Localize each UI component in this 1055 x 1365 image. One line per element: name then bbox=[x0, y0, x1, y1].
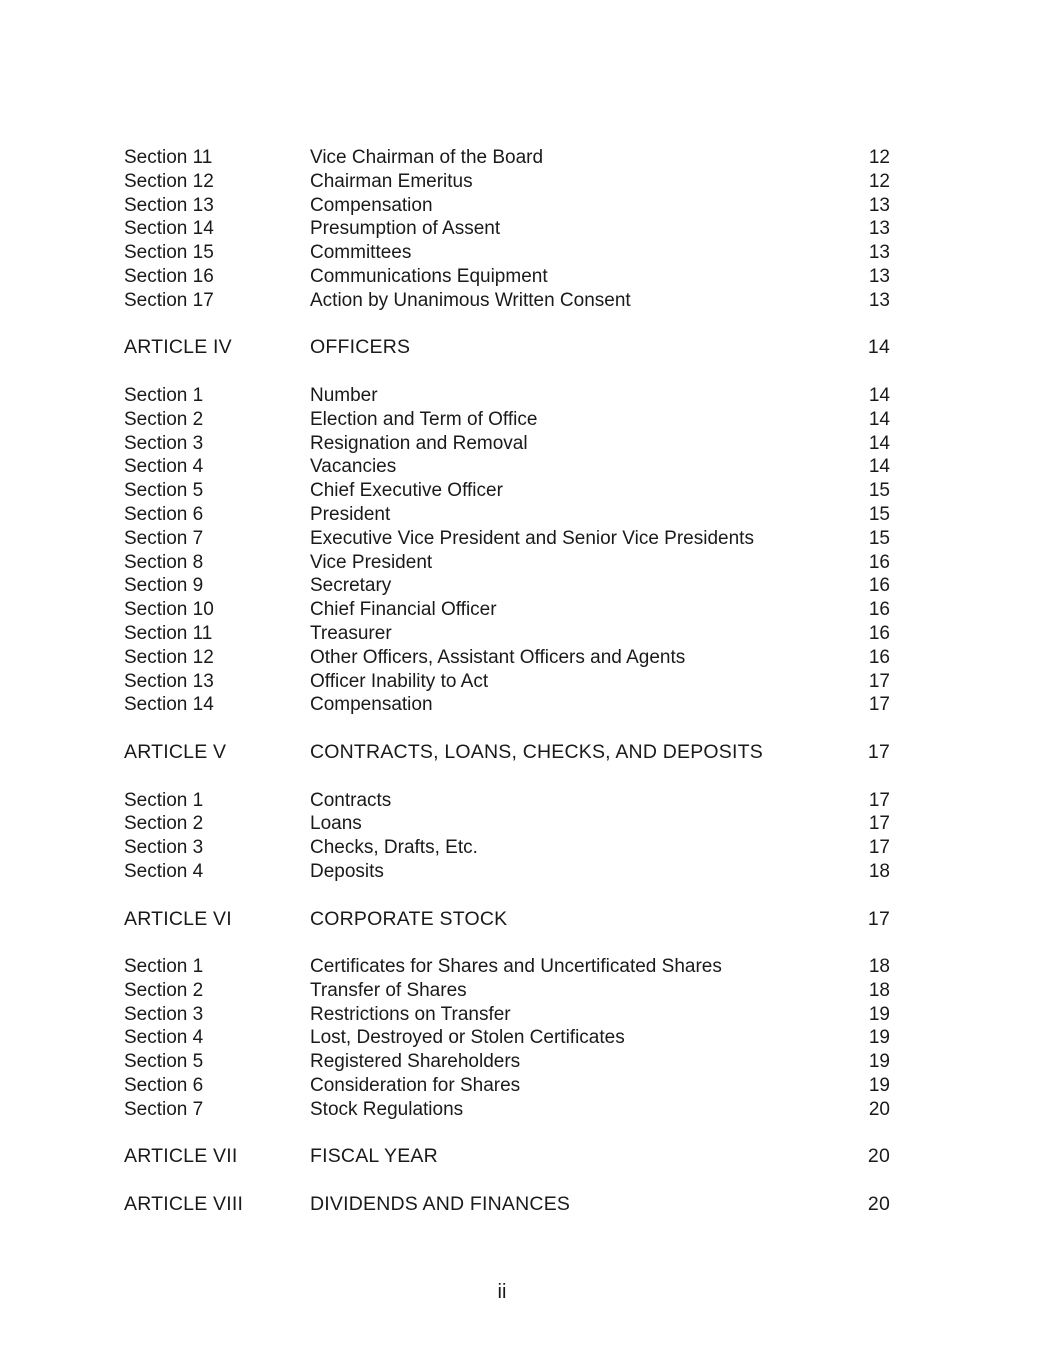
toc-row bbox=[124, 789, 890, 813]
section-title: Election and Term of Office bbox=[310, 408, 538, 430]
toc-row bbox=[124, 503, 890, 527]
page-number: 14 bbox=[868, 384, 890, 406]
toc-row bbox=[124, 479, 890, 503]
page-number: 18 bbox=[868, 979, 890, 1001]
section-label: Section 7 bbox=[124, 527, 204, 549]
section-label: Section 11 bbox=[124, 622, 213, 644]
page-number: 12 bbox=[868, 170, 890, 192]
article-label: ARTICLE VII bbox=[124, 1145, 238, 1168]
article-title: DIVIDENDS AND FINANCES bbox=[310, 1193, 571, 1216]
spacer bbox=[124, 931, 890, 955]
section-title: Vacancies bbox=[310, 456, 397, 478]
toc-row bbox=[124, 955, 890, 979]
page-number: 20 bbox=[867, 1145, 890, 1168]
section-label: Section 3 bbox=[124, 1003, 204, 1025]
article-title: FISCAL YEAR bbox=[310, 1145, 438, 1168]
toc-row bbox=[124, 836, 890, 860]
table-of-contents bbox=[124, 146, 890, 1217]
page-number: 20 bbox=[867, 1193, 890, 1216]
toc-row bbox=[124, 455, 890, 479]
section-title: Resignation and Removal bbox=[310, 432, 528, 454]
page-number: 14 bbox=[868, 408, 890, 430]
page-number: 16 bbox=[868, 551, 890, 573]
toc-row bbox=[124, 1003, 890, 1027]
page-number: 17 bbox=[868, 789, 890, 811]
toc-row bbox=[124, 289, 890, 313]
spacer bbox=[124, 313, 890, 337]
section-title: Secretary bbox=[310, 575, 392, 597]
toc-row bbox=[124, 146, 890, 170]
page-number: 19 bbox=[868, 1075, 890, 1097]
toc-row bbox=[124, 384, 890, 408]
page-number: 16 bbox=[868, 646, 890, 668]
section-title: Compensation bbox=[310, 694, 433, 716]
page-number: 18 bbox=[868, 860, 890, 882]
section-title: Action by Unanimous Written Consent bbox=[310, 289, 631, 311]
section-label: Section 11 bbox=[124, 147, 213, 168]
section-title: Restrictions on Transfer bbox=[310, 1003, 511, 1025]
section-label: Section 6 bbox=[124, 1075, 204, 1097]
article-label: ARTICLE IV bbox=[124, 336, 232, 359]
page-number: 13 bbox=[868, 242, 890, 264]
article-title: CORPORATE STOCK bbox=[310, 907, 508, 930]
section-title: Checks, Drafts, Etc. bbox=[310, 837, 478, 859]
toc-row bbox=[124, 1074, 890, 1098]
section-label: Section 6 bbox=[124, 503, 204, 525]
section-title: Stock Regulations bbox=[310, 1098, 464, 1120]
section-label: Section 1 bbox=[124, 956, 204, 978]
toc-row bbox=[124, 860, 890, 884]
section-label: Section 2 bbox=[124, 408, 204, 430]
toc-row bbox=[124, 241, 890, 265]
page-number: 15 bbox=[868, 503, 890, 525]
spacer bbox=[124, 717, 890, 741]
article-title: OFFICERS bbox=[310, 336, 411, 359]
article-heading bbox=[124, 1145, 890, 1169]
page-number: 20 bbox=[868, 1098, 890, 1120]
section-label: Section 10 bbox=[124, 599, 214, 621]
page-number: 15 bbox=[868, 480, 890, 502]
toc-row bbox=[124, 265, 890, 289]
section-label: Section 4 bbox=[124, 860, 204, 882]
section-label: Section 16 bbox=[124, 265, 214, 287]
article-heading bbox=[124, 336, 890, 360]
spacer bbox=[124, 884, 890, 908]
toc-row bbox=[124, 693, 890, 717]
section-title: Vice Chairman of the Board bbox=[310, 147, 544, 168]
section-title: Presumption of Assent bbox=[310, 218, 501, 240]
toc-row bbox=[124, 1050, 890, 1074]
section-label: Section 9 bbox=[124, 575, 204, 597]
section-label: Section 4 bbox=[124, 1027, 204, 1049]
section-title: President bbox=[310, 503, 391, 525]
section-title: Vice President bbox=[310, 551, 433, 573]
section-label: Section 14 bbox=[124, 694, 214, 716]
section-label: Section 5 bbox=[124, 1051, 204, 1073]
section-title: Contracts bbox=[310, 789, 392, 811]
toc-row bbox=[124, 1026, 890, 1050]
page-number: 17 bbox=[867, 740, 890, 763]
page-number: 13 bbox=[868, 218, 890, 240]
toc-row bbox=[124, 574, 890, 598]
spacer bbox=[124, 765, 890, 789]
toc-row bbox=[124, 598, 890, 622]
section-title: Other Officers, Assistant Officers and Agents bbox=[310, 646, 686, 668]
spacer bbox=[124, 360, 890, 384]
section-title: Compensation bbox=[310, 194, 433, 216]
section-title: Certificates for Shares and Uncertificated Shares bbox=[310, 956, 722, 978]
toc-row bbox=[124, 551, 890, 575]
section-title: Chief Financial Officer bbox=[310, 599, 497, 621]
toc-row bbox=[124, 408, 890, 432]
section-title: Consideration for Shares bbox=[310, 1075, 521, 1097]
section-label: Section 2 bbox=[124, 979, 204, 1001]
section-label: Section 4 bbox=[124, 456, 204, 478]
toc-row bbox=[124, 217, 890, 241]
footer-page-number: ii bbox=[497, 1281, 507, 1303]
section-title: Lost, Destroyed or Stolen Certificates bbox=[310, 1027, 625, 1049]
section-label: Section 5 bbox=[124, 480, 204, 502]
section-label: Section 14 bbox=[124, 218, 214, 240]
section-label: Section 1 bbox=[124, 384, 204, 406]
toc-row bbox=[124, 1098, 890, 1122]
section-label: Section 1 bbox=[124, 789, 204, 811]
article-title: CONTRACTS, LOANS, CHECKS, AND DEPOSITS bbox=[310, 740, 763, 763]
page-number: 14 bbox=[868, 456, 890, 478]
section-title: Committees bbox=[310, 242, 412, 264]
section-label: Section 12 bbox=[124, 170, 214, 192]
page-number: 17 bbox=[867, 907, 890, 930]
toc-row bbox=[124, 527, 890, 551]
section-title: Chairman Emeritus bbox=[310, 170, 473, 192]
article-heading bbox=[124, 908, 890, 932]
page-number: 19 bbox=[868, 1027, 890, 1049]
page-number: 15 bbox=[868, 527, 890, 549]
spacer bbox=[124, 1169, 890, 1193]
article-heading bbox=[124, 1193, 890, 1217]
section-label: Section 17 bbox=[124, 289, 214, 311]
section-label: Section 13 bbox=[124, 670, 214, 692]
toc-row bbox=[124, 170, 890, 194]
section-label: Section 3 bbox=[124, 837, 204, 859]
page-number: 18 bbox=[868, 956, 890, 978]
article-label: ARTICLE V bbox=[124, 740, 227, 763]
section-title: Number bbox=[310, 384, 378, 406]
page-number: 19 bbox=[868, 1051, 890, 1073]
article-label: ARTICLE VI bbox=[124, 907, 232, 930]
section-title: Executive Vice President and Senior Vice Presidents bbox=[310, 527, 754, 549]
page-number: 14 bbox=[867, 336, 890, 359]
section-label: Section 12 bbox=[124, 646, 214, 668]
spacer bbox=[124, 1122, 890, 1146]
page-number: 19 bbox=[868, 1003, 890, 1025]
section-title: Loans bbox=[310, 813, 362, 835]
section-label: Section 8 bbox=[124, 551, 204, 573]
toc-row bbox=[124, 812, 890, 836]
toc-row bbox=[124, 646, 890, 670]
page-number: 13 bbox=[868, 265, 890, 287]
section-title: Registered Shareholders bbox=[310, 1051, 521, 1073]
article-heading bbox=[124, 741, 890, 765]
section-label: Section 7 bbox=[124, 1098, 204, 1120]
toc-row bbox=[124, 194, 890, 218]
page-number: 13 bbox=[868, 194, 890, 216]
section-title: Deposits bbox=[310, 860, 384, 882]
page-number: 16 bbox=[868, 599, 890, 621]
page-number: 17 bbox=[868, 837, 890, 859]
section-label: Section 13 bbox=[124, 194, 214, 216]
section-title: Officer Inability to Act bbox=[310, 670, 489, 692]
page-number: 16 bbox=[868, 575, 890, 597]
page-number: 17 bbox=[868, 813, 890, 835]
page-number: 16 bbox=[868, 622, 890, 644]
section-label: Section 3 bbox=[124, 432, 204, 454]
article-label: ARTICLE VIII bbox=[124, 1193, 244, 1216]
page-number: 14 bbox=[868, 432, 890, 454]
toc-row bbox=[124, 670, 890, 694]
page-number: 17 bbox=[868, 670, 890, 692]
toc-row bbox=[124, 979, 890, 1003]
section-title: Transfer of Shares bbox=[310, 979, 467, 1001]
page-number: 13 bbox=[868, 289, 890, 311]
toc-row bbox=[124, 622, 890, 646]
page-number: 12 bbox=[868, 147, 890, 168]
toc-row bbox=[124, 432, 890, 456]
page-number: 17 bbox=[868, 694, 890, 716]
section-title: Treasurer bbox=[310, 622, 392, 644]
section-title: Communications Equipment bbox=[310, 265, 548, 287]
section-title: Chief Executive Officer bbox=[310, 480, 503, 502]
section-label: Section 15 bbox=[124, 242, 214, 264]
section-label: Section 2 bbox=[124, 813, 204, 835]
